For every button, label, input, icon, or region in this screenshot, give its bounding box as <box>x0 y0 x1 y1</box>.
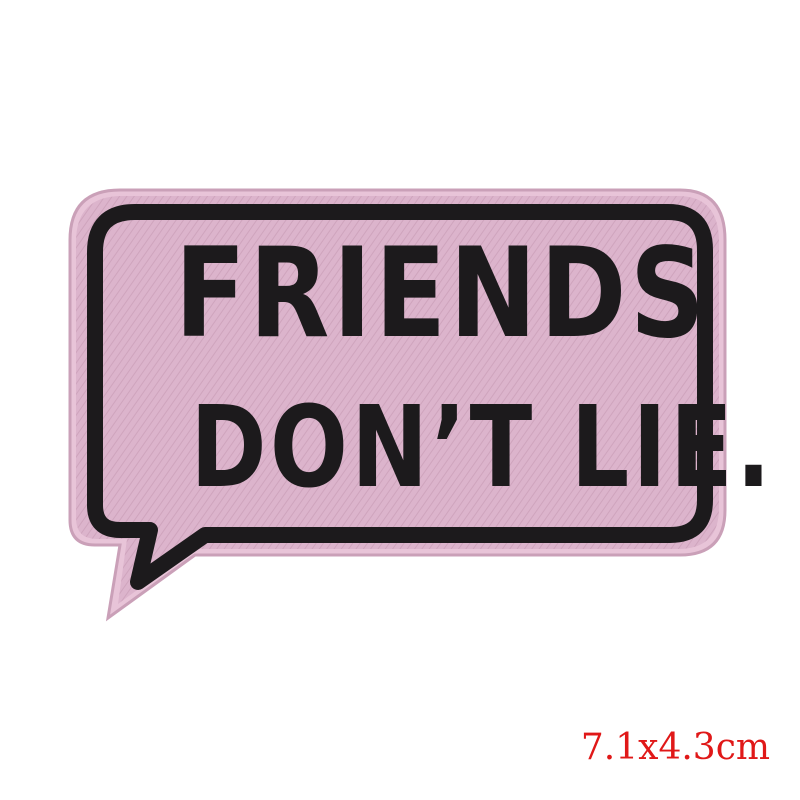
patch-text-dont-lie: DON’T LIE. <box>190 383 775 513</box>
size-caption: 7.1x4.3cm <box>580 727 770 768</box>
patch-text-friends: FRIENDS <box>174 222 709 366</box>
